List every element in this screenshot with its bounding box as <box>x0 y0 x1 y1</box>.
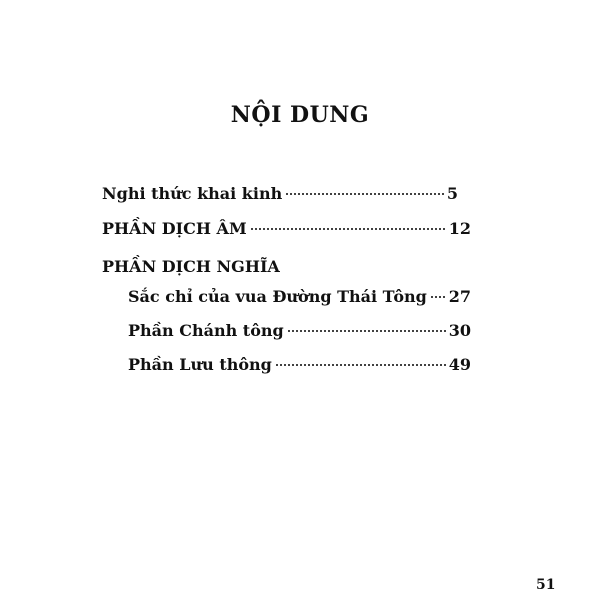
toc-entry-page: 5 <box>446 184 458 203</box>
toc-entry-phan-luu-thong <box>128 355 471 374</box>
dot-leader <box>430 295 447 299</box>
toc-entry-page: 27 <box>448 287 471 306</box>
dot-leader <box>275 363 447 367</box>
toc-entry-page: 30 <box>448 321 471 340</box>
dot-leader <box>287 329 447 333</box>
toc-section-phan-dich-nghia: PHẦN DỊCH NGHĨA <box>102 257 280 276</box>
toc-entry-label: Sắc chỉ của vua Đường Thái Tông <box>128 287 427 306</box>
toc-entry-label: Nghi thức khai kinh <box>102 184 283 203</box>
toc-entry-sac-chi <box>128 287 471 306</box>
toc-entry-label: Phần Lưu thông <box>128 355 272 374</box>
dot-leader <box>285 192 445 196</box>
toc-entry-label: PHẦN DỊCH ÂM <box>102 219 247 238</box>
dot-leader <box>250 227 447 231</box>
toc-entry-label: Phần Chánh tông <box>128 321 284 340</box>
toc-entry-phan-chanh-tong <box>128 321 471 340</box>
toc-entry-page: 49 <box>448 355 471 374</box>
toc-entry-nghi-thuc-khai-kinh <box>102 184 458 203</box>
toc-entry-page: 12 <box>448 219 471 238</box>
page-title: NỘI DUNG <box>230 102 370 128</box>
page-number: 51 <box>536 577 556 593</box>
toc-entry-phan-dich-am <box>102 219 471 238</box>
